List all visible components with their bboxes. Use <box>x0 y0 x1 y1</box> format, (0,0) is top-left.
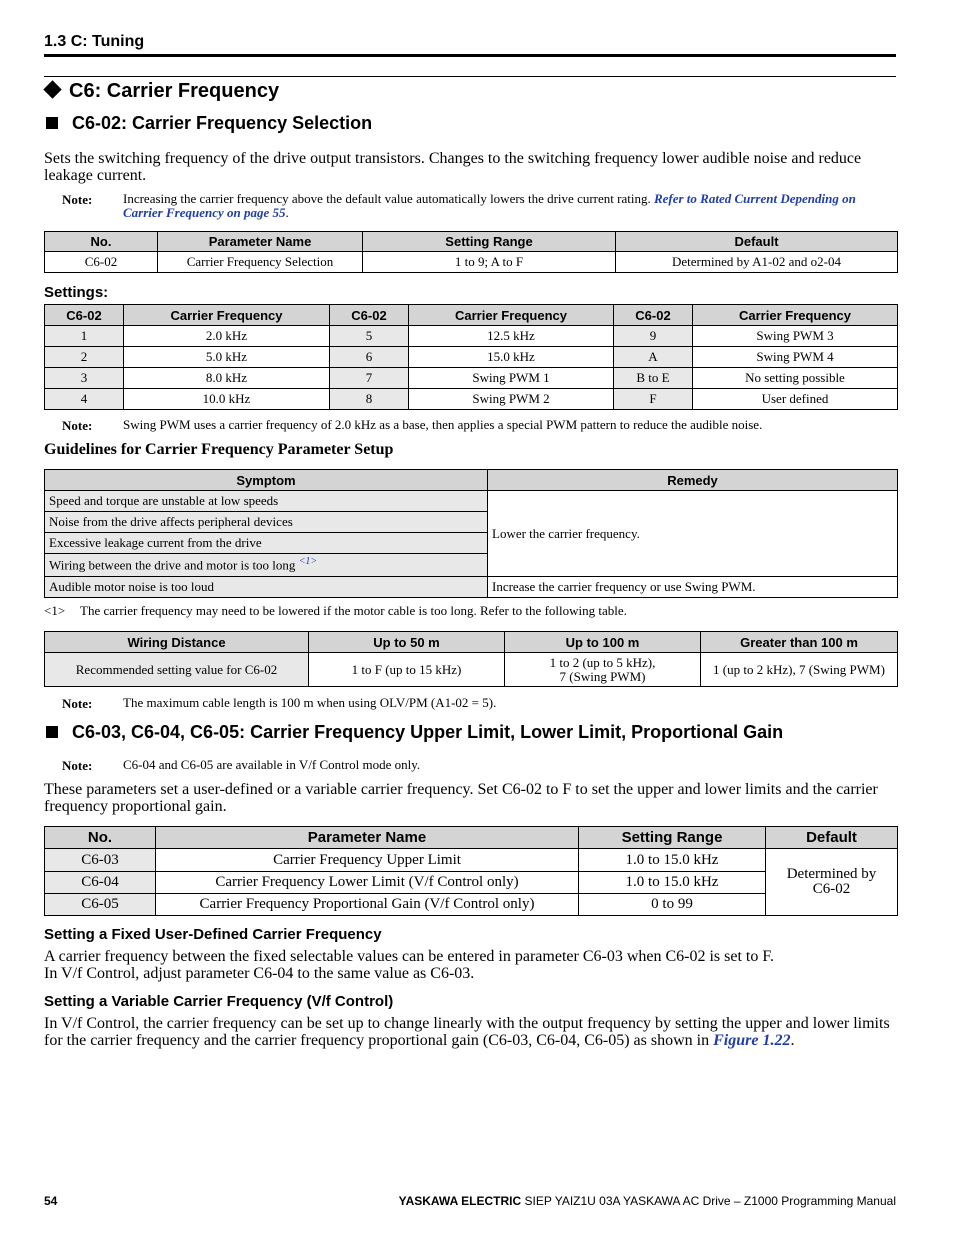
table-cell: 15.0 kHz <box>409 347 614 368</box>
table-cell: 2 <box>45 347 124 368</box>
table-cell: 6 <box>330 347 409 368</box>
wiring-distance-table <box>44 631 898 687</box>
col-header: No. <box>45 827 156 849</box>
rated-current-link[interactable]: Refer to Rated Current Depending on Carrier Frequency on page 55 <box>123 191 856 220</box>
note-label: Note: <box>62 192 93 207</box>
table-cell: Carrier Frequency Upper Limit <box>156 849 579 872</box>
col-header: C6-02 <box>45 305 124 326</box>
col-header: Setting Range <box>363 232 616 252</box>
table-row <box>45 368 898 389</box>
table-row <box>45 326 898 347</box>
c6-title: C6: Carrier Frequency <box>69 80 280 102</box>
table-cell: Carrier Frequency Proportional Gain (V/f Control only) <box>156 894 579 916</box>
col-header: C6-02 <box>614 305 693 326</box>
table-cell: Swing PWM 1 <box>409 368 614 389</box>
col-header: Greater than 100 m <box>701 632 898 653</box>
variable-text: In V/f Control, the carrier frequency can be set up to change linearly with the output frequency by setting the upper and lower limits for the carrier frequency and the carrier frequency proportional gain (C6-03, C6-04, C6-05) as shown in <box>44 1015 890 1049</box>
cell-line: 7 (Swing PWM) <box>559 668 646 684</box>
col-header: Up to 50 m <box>309 632 505 653</box>
table-row <box>45 653 898 687</box>
col-header: Parameter Name <box>156 827 579 849</box>
settings-label: Settings: <box>44 284 109 301</box>
col-header: C6-02 <box>330 305 409 326</box>
table-cell: 1 to F (up to 15 kHz) <box>309 653 505 687</box>
swing-pwm-note: Swing PWM uses a carrier frequency of 2.0 kHz as a base, then applies a special PWM pattern to reduce the audible noise. <box>123 417 763 432</box>
col-header: Symptom <box>45 470 488 491</box>
guidelines-table <box>44 469 898 598</box>
note-label: Note: <box>62 696 93 711</box>
note-body: Increasing the carrier frequency above the default value automatically lowers the drive current rating. <box>123 191 651 206</box>
symptom-cell: Speed and torque are unstable at low speeds <box>45 491 488 512</box>
table-cell: Swing PWM 4 <box>693 347 898 368</box>
table-cell: Recommended setting value for C6-02 <box>45 653 309 687</box>
table-cell: 5.0 kHz <box>124 347 330 368</box>
symptom-text: Wiring between the drive and motor is too long <box>49 557 296 573</box>
table-row <box>45 849 898 872</box>
header-rule <box>44 54 896 57</box>
note-end: . <box>285 205 289 220</box>
col-header: Carrier Frequency <box>124 305 330 326</box>
col-header: No. <box>45 232 158 252</box>
fixed-body-line1: A carrier frequency between the fixed selectable values can be entered in parameter C6-03 when C6-02 is set to F. <box>44 948 774 965</box>
col-header: Setting Range <box>579 827 766 849</box>
table-row <box>45 577 898 598</box>
footer-manual <box>399 1194 896 1208</box>
table-cell: 1 (up to 2 kHz), 7 (Swing PWM) <box>701 653 898 687</box>
cable-length-note: The maximum cable length is 100 m when using OLV/PM (A1-02 = 5). <box>123 695 497 710</box>
note-label: Note: <box>62 758 93 773</box>
variable-end: . <box>790 1032 795 1049</box>
table-cell: C6-05 <box>45 894 156 916</box>
figure-link[interactable]: Figure 1.22 <box>713 1032 791 1049</box>
c603-heading <box>44 722 783 743</box>
cell-line: C6-02 <box>812 881 851 897</box>
table-cell: 7 <box>330 368 409 389</box>
remedy-cell: Increase the carrier frequency or use Swing PWM. <box>488 577 898 598</box>
col-header: Remedy <box>488 470 898 491</box>
symptom-cell: Excessive leakage current from the drive <box>45 533 488 554</box>
footnote-ref-link[interactable]: <1> <box>298 556 318 568</box>
table-cell <box>505 653 701 687</box>
table-cell: No setting possible <box>693 368 898 389</box>
table-cell: Determined by A1-02 and o2-04 <box>616 252 898 273</box>
c602-heading <box>44 113 372 134</box>
variable-title: Setting a Variable Carrier Frequency (V/f Control) <box>44 993 394 1010</box>
variable-body <box>44 1015 900 1049</box>
default-cell <box>766 849 898 916</box>
col-header: Wiring Distance <box>45 632 309 653</box>
table-cell: 10.0 kHz <box>124 389 330 410</box>
table-cell: 1.0 to 15.0 kHz <box>579 849 766 872</box>
c602-title: C6-02: Carrier Frequency Selection <box>72 113 373 133</box>
col-header: Carrier Frequency <box>409 305 614 326</box>
table-cell: 1.0 to 15.0 kHz <box>579 872 766 894</box>
table-row <box>45 389 898 410</box>
table-cell: 0 to 99 <box>579 894 766 916</box>
square-bullet-icon <box>46 117 58 129</box>
fixed-body-line2: In V/f Control, adjust parameter C6-04 to the same value as C6-03. <box>44 965 475 982</box>
settings-table <box>44 304 898 410</box>
table-row <box>45 347 898 368</box>
table-cell: 5 <box>330 326 409 347</box>
table-cell: C6-04 <box>45 872 156 894</box>
vf-note: C6-04 and C6-05 are available in V/f Control mode only. <box>123 757 421 772</box>
note-text <box>123 192 897 220</box>
table-cell: 1 to 9; A to F <box>363 252 616 273</box>
table-cell: 12.5 kHz <box>409 326 614 347</box>
table-cell: C6-02 <box>45 252 158 273</box>
table-cell: Swing PWM 2 <box>409 389 614 410</box>
footer-brand: YASKAWA ELECTRIC <box>398 1194 522 1208</box>
col-header: Parameter Name <box>158 232 363 252</box>
footer-manual-title: SIEP YAIZ1U 03A YASKAWA AC Drive – Z1000 Programming Manual <box>524 1194 896 1208</box>
col-header: Up to 100 m <box>505 632 701 653</box>
table-cell: Carrier Frequency Selection <box>158 252 363 273</box>
c603-param-table <box>44 826 898 916</box>
cell-line: 1 to 2 (up to 5 kHz), <box>549 654 656 670</box>
table-cell: 4 <box>45 389 124 410</box>
table-cell: 1 <box>45 326 124 347</box>
table-cell: 8.0 kHz <box>124 368 330 389</box>
c602-body: Sets the switching frequency of the drive output transistors. Changes to the switching frequency lower audible noise and reduce leakage current. <box>44 150 862 184</box>
table-cell: 8 <box>330 389 409 410</box>
page-number: 54 <box>44 1194 58 1208</box>
note-label: Note: <box>62 418 93 433</box>
guidelines-title: Guidelines for Carrier Frequency Parameter Setup <box>44 441 394 458</box>
col-header: Carrier Frequency <box>693 305 898 326</box>
table-cell: User defined <box>693 389 898 410</box>
table-cell: Carrier Frequency Lower Limit (V/f Control only) <box>156 872 579 894</box>
symptom-cell: Noise from the drive affects peripheral devices <box>45 512 488 533</box>
col-header: Default <box>616 232 898 252</box>
c603-body: These parameters set a user-defined or a variable carrier frequency. Set C6-02 to F to set the upper and lower limits and the carrier frequency proportional gain. <box>44 781 878 815</box>
table-cell: Swing PWM 3 <box>693 326 898 347</box>
c602-param-table <box>44 231 898 273</box>
fixed-title: Setting a Fixed User-Defined Carrier Frequency <box>44 926 382 943</box>
square-bullet-icon <box>46 726 58 738</box>
remedy-cell: Lower the carrier frequency. <box>488 491 898 577</box>
table-cell: A <box>614 347 693 368</box>
diamond-bullet-icon <box>43 80 61 98</box>
symptom-cell <box>45 554 488 577</box>
table-cell: 3 <box>45 368 124 389</box>
table-cell: B to E <box>614 368 693 389</box>
table-row <box>45 491 898 512</box>
c6-heading <box>44 80 279 103</box>
col-header: Default <box>766 827 898 849</box>
c603-title: C6-03, C6-04, C6-05: Carrier Frequency Upper Limit, Lower Limit, Proportional Gain <box>72 722 784 742</box>
table-cell: 2.0 kHz <box>124 326 330 347</box>
cell-line: Determined by <box>786 866 877 882</box>
footnote-mark: <1> <box>44 603 66 618</box>
section-rule <box>44 76 896 77</box>
footnote-text: The carrier frequency may need to be lowered if the motor cable is too long. Refer to the following table. <box>80 603 627 618</box>
table-cell: 9 <box>614 326 693 347</box>
section-header: 1.3 C: Tuning <box>44 33 145 50</box>
symptom-cell: Audible motor noise is too loud <box>45 577 488 598</box>
table-cell: C6-03 <box>45 849 156 872</box>
table-cell: F <box>614 389 693 410</box>
